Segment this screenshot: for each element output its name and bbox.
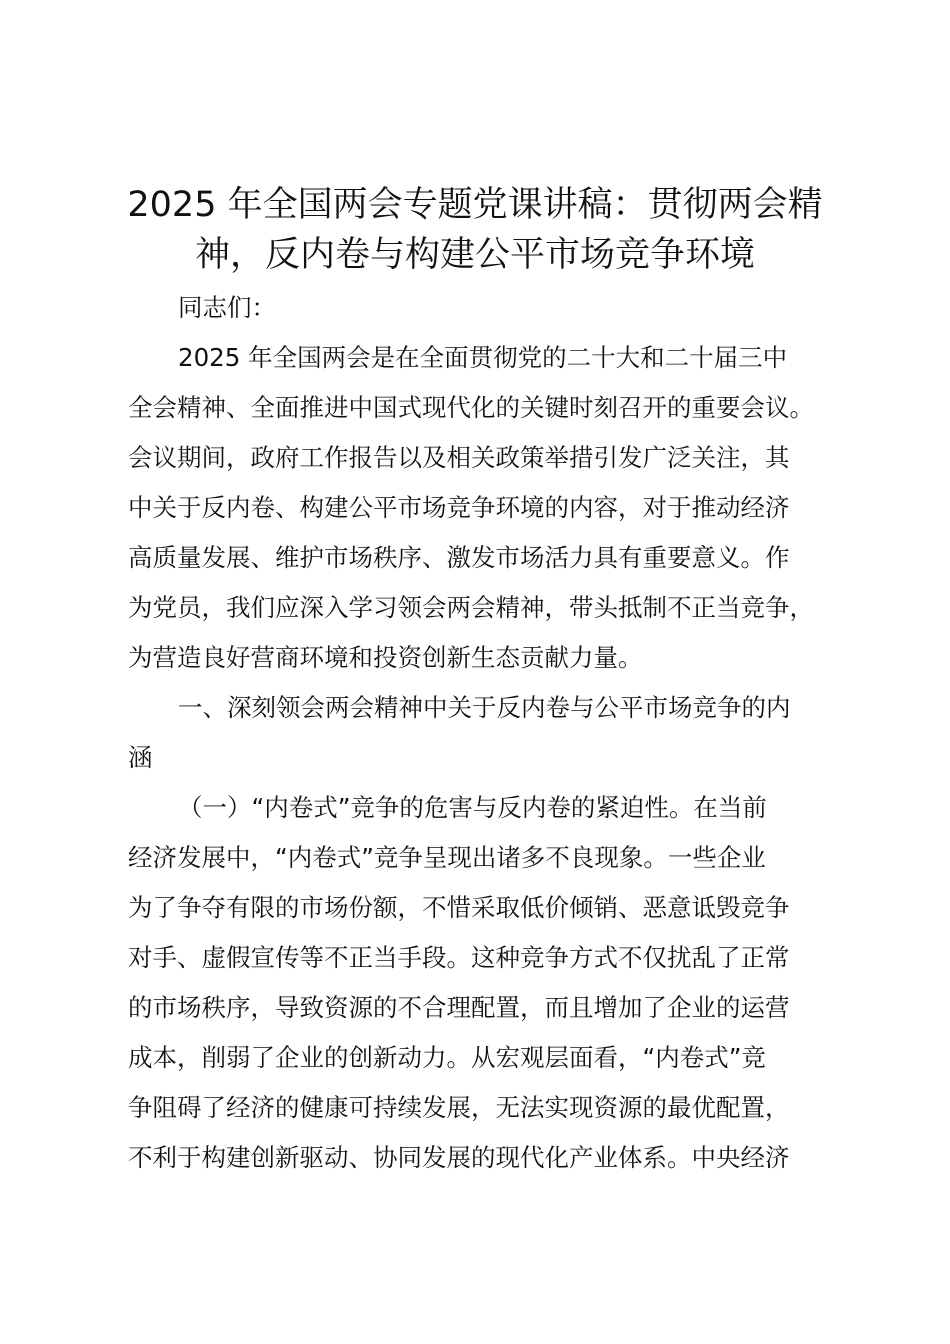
paragraph-line: 对手、虚假宣传等不正当手段。这种竞争方式不仅扰乱了正常 — [128, 943, 790, 972]
paragraph-line: 为营造良好营商环境和投资创新生态贡献力量。 — [128, 643, 643, 672]
section-heading — [128, 683, 858, 783]
paragraph-line: 高质量发展、维护市场秩序、激发市场活力具有重要意义。作 — [128, 543, 790, 572]
paragraph-line: 不利于构建创新驱动、协同发展的现代化产业体系。中央经济 — [128, 1143, 790, 1172]
document-body — [128, 283, 858, 1183]
paragraph-line: 会议期间，政府工作报告以及相关政策举措引发广泛关注，其 — [128, 443, 790, 472]
paragraph-line: 为了争夺有限的市场份额，不惜采取低价倾销、恶意诋毁竞争 — [128, 893, 790, 922]
paragraph-line: 中关于反内卷、构建公平市场竞争环境的内容，对于推动经济 — [128, 493, 790, 522]
subsection-paragraph — [128, 783, 858, 1183]
intro-paragraph — [128, 333, 858, 683]
paragraph-line: 全会精神、全面推进中国式现代化的关键时刻召开的重要会议。 — [128, 393, 814, 422]
paragraph-line: 2025 年全国两会是在全面贯彻党的二十大和二十届三中 — [178, 343, 788, 372]
paragraph-line: 成本，削弱了企业的创新动力。从宏观层面看，“内卷式”竞 — [128, 1043, 766, 1072]
title-line: 神，反内卷与构建公平市场竞争环境 — [194, 235, 755, 275]
title-line: 2025 年全国两会专题党课讲稿：贯彻两会精 — [127, 185, 823, 225]
document-title — [100, 180, 850, 280]
paragraph-line: 争阻碍了经济的健康可持续发展，无法实现资源的最优配置， — [128, 1093, 790, 1122]
paragraph-line: 经济发展中，“内卷式”竞争呈现出诸多不良现象。一些企业 — [128, 843, 766, 872]
paragraph-line: 为党员，我们应深入学习领会两会精神，带头抵制不正当竞争， — [128, 593, 814, 622]
greeting: 同志们： — [178, 293, 276, 322]
heading-line: 涵 — [128, 743, 153, 772]
paragraph-line: 的市场秩序，导致资源的不合理配置，而且增加了企业的运营 — [128, 993, 790, 1022]
paragraph-line: （一）“内卷式”竞争的危害与反内卷的紧迫性。在当前 — [178, 793, 767, 822]
heading-line: 一、深刻领会两会精神中关于反内卷与公平市场竞争的内 — [178, 693, 791, 722]
